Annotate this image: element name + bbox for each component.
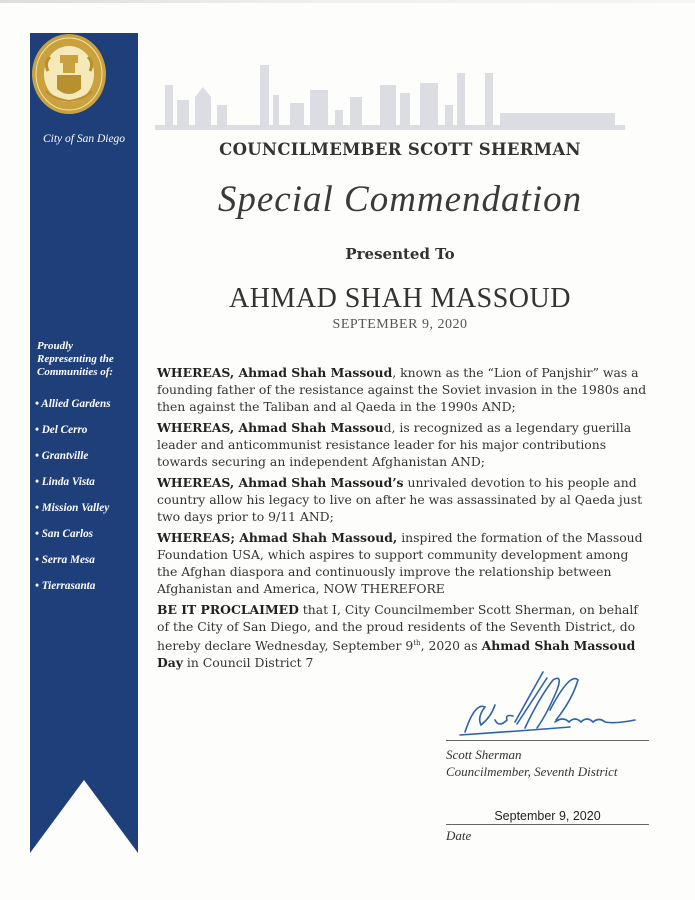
date-line xyxy=(446,824,649,825)
paragraph-text: that I, City Councilmember Scott Sherman, on behalf of the City of San Diego, and the proud residents of the Seventh District, do hereby declare Wednesday, September 9 xyxy=(157,602,638,654)
community-item: • Tierrasanta xyxy=(35,580,96,592)
commendation-date: SEPTEMBER 9, 2020 xyxy=(332,317,468,332)
whereas-lead: WHEREAS, Ahmad Shah Massou xyxy=(157,420,384,435)
paragraph-text: , 2020 as xyxy=(420,638,482,654)
paragraph-text: d, is recognized as a legendary guerilla leader and anticommunist resistance leader for his major contributions towards securing an independent Afghanistan AND; xyxy=(157,420,632,469)
signed-date: September 9, 2020 xyxy=(494,809,601,823)
proclamation-paragraph xyxy=(157,601,649,671)
proudly-representing-label xyxy=(37,340,114,379)
signature-image xyxy=(455,670,645,740)
skyline-graphic xyxy=(155,55,625,130)
community-item: • Del Cerro xyxy=(35,424,88,436)
scan-edge xyxy=(0,0,695,3)
communities-list xyxy=(35,398,111,606)
proudly-line: Communities of: xyxy=(37,366,114,378)
paragraph-text: inspired the formation of the Massoud Foundation USA, which aspires to support community development among the Afghan diaspora and continuously improve the relationship between Afghanistan and America, NOW THEREFORE xyxy=(157,530,643,596)
signature-line xyxy=(446,740,649,741)
paragraph-text: in Council District 7 xyxy=(182,655,314,671)
signatory-name: Scott Sherman xyxy=(446,747,522,762)
whereas-lead: WHEREAS, Ahmad Shah Massoud’s xyxy=(157,475,404,490)
whereas-lead: WHEREAS; Ahmad Shah Massoud, xyxy=(157,530,398,545)
date-label: Date xyxy=(446,828,472,843)
whereas-paragraph xyxy=(157,529,649,597)
presented-to-label: Presented To xyxy=(345,245,455,263)
signatory-role: Councilmember, Seventh District xyxy=(446,764,618,779)
ordinal-suffix: th xyxy=(413,639,421,647)
side-banner xyxy=(30,33,138,853)
city-label: City of San Diego xyxy=(42,133,126,145)
city-seal-icon xyxy=(30,33,108,115)
community-item: • Grantville xyxy=(35,450,89,462)
day-name: Ahmad Shah Massoud Day xyxy=(157,638,636,671)
paragraph-text: , known as the “Lion of Panjshir” was a founding father of the resistance against the Soviet invasion in the 1980s and then against the Taliban and al Qaeda in the 1990s AND; xyxy=(157,365,647,414)
community-item: • Linda Vista xyxy=(35,476,95,488)
councilmember-heading: COUNCILMEMBER SCOTT SHERMAN xyxy=(219,140,581,159)
proclamation-body xyxy=(157,364,649,675)
whereas-lead: WHEREAS, Ahmad Shah Massoud xyxy=(157,365,393,380)
proudly-line: Proudly xyxy=(37,340,74,352)
signatory-block xyxy=(446,746,618,780)
community-item: • Allied Gardens xyxy=(35,398,111,410)
proclaimed-lead: BE IT PROCLAIMED xyxy=(157,602,299,617)
proudly-line: Representing the xyxy=(37,353,114,365)
whereas-paragraph xyxy=(157,419,649,470)
community-item: • Serra Mesa xyxy=(35,554,95,566)
community-item: • San Carlos xyxy=(35,528,94,540)
commendation-title: Special Commendation xyxy=(217,179,583,220)
whereas-paragraph xyxy=(157,364,649,415)
honoree-name: AHMAD SHAH MASSOUD xyxy=(229,283,571,314)
paragraph-text: unrivaled devotion to his people and country allow his legacy to live on after he was assassinated by al Qaeda just two days prior to 9/11 AND; xyxy=(157,475,643,524)
community-item: • Mission Valley xyxy=(35,502,110,514)
whereas-paragraph xyxy=(157,474,649,525)
